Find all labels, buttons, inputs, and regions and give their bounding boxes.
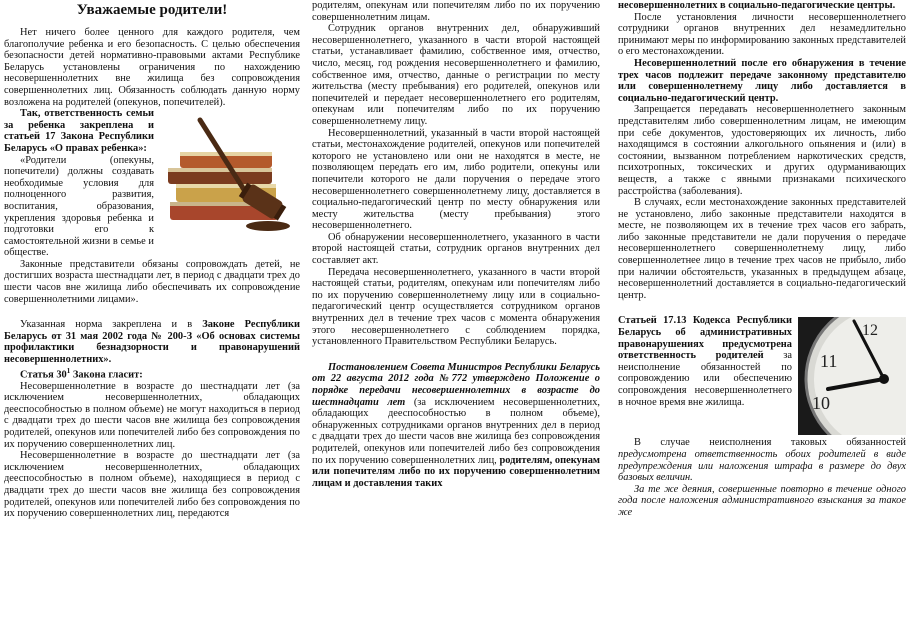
svg-text:11: 11: [820, 351, 838, 372]
column-2: [312, 0, 600, 619]
art17-quote-2: Законные представители обязаны сопровождать детей, не достигших возраста шестнадцати лет, в период с двадцати трех до шести часов вне жилища либо обеспечивать их сопровождение совершеннолетними лицами».: [4, 258, 300, 305]
col3-continuation: несовершеннолетних в социально-педагогические центры.: [618, 0, 896, 11]
col2-continuation: родителям, опекунам или попечителям либо по их поручению совершеннолетним лицам.: [312, 0, 600, 23]
article30-heading: Статья $30^1$ Закона гласит:: [20, 366, 143, 381]
clock-image: [798, 317, 906, 435]
column-1: [4, 0, 300, 619]
prohibition-paragraph: Запрещается передавать несовершеннолетнего законным представителям либо совершеннолетним лицам, не имеющим при себе документов, удостоверяющих их личность, либо находящимся в состоянии алкогольного опьянения и (или) в состоянии, вызванном потреблением наркотических средств, психотропных, токсических и других одурманивающих веществ, а также с явными признаками психического расстройства (заболевания).: [618, 104, 906, 197]
liability-paragraph: В случае неисполнения таковых обязанностей предусмотрена ответственность обоих родителей в виде предупреждения или наложения штрафа в размере до двух базовых величин.: [618, 437, 906, 484]
art17-heading: Так, ответственность семьи за ребенка закреплена и статьей 17 Закона Республики Беларусь «О правах ребенка»:: [4, 108, 154, 154]
repeat-offense-paragraph: За те же деяния, совершенные повторно в течение одного года после наложения административного взыскания за такое же: [618, 483, 906, 518]
transfer-paragraph: Передача несовершеннолетнего, указанного в части второй настоящей статьи, родителям, опекунам или попечителям либо по их поручению совершеннолетнему лицу или в социально-педагогический центр осуществляется сотрудником органов внутренних дел в течение трех часов с момента обнаружения этого несовершеннолетнего с соблюдением порядка, установленного Правительством Республики Беларусь.: [312, 266, 600, 348]
books-gavel-image: [160, 110, 300, 235]
art17-quote-1: «Родители (опекуны, попечители) должны создавать необходимые условия для полноценного развития, воспитания, образования, укрепления здоровья ребенка и подготовки его к самостоятельной жизни в семье и обществе.: [4, 154, 154, 259]
three-hours-paragraph: Несовершеннолетний после его обнаружения в течение трех часов подлежит передаче законному представителю или совершеннолетнему лицу либо доставляется в социально-педагогический центр.: [618, 57, 906, 104]
code-article-paragraph: Статьей 17.13 Кодекса Республики Беларусь об административных правонарушениях предусмотрена ответственность родителей за неисполнение обязанностей по сопровождению или обеспечению сопровождения несовершеннолетнего в ночное время вне жилища.: [618, 315, 792, 408]
resolution-paragraph: Постановлением Совета Министров Республики Беларусь от 22 августа 2012 года №772 утверждено Положение о порядке передачи несовершеннолетних в возрасте до шестнадцати лет (за исключением несовершеннолетних, обладающих дееспособностью в полном объеме), обнаруженных сотрудниками органов внутренних дел в период с двадцати трех до шести часов вне жилища без сопровождения родителей, опекунов или попечителей либо без сопровождения по их поручению совершеннолетних лиц, родителям, опекунам или попечителям либо по их поручению совершеннолетним лицам и доставления таких: [312, 361, 600, 489]
svg-text:10: 10: [812, 393, 830, 414]
column-3: [618, 0, 906, 619]
law-reference: Указанная норма закреплена и в Законе Республики Беларусь от 31 мая 2002 года № 200-З «Об основах системы профилактики безнадзорности и правонарушений несовершеннолетних».: [4, 319, 300, 366]
act-paragraph: Об обнаружении несовершеннолетнего, указанного в части второй настоящей статьи, сотрудник органов внутренних дел составляет акт.: [312, 231, 600, 267]
article30-part2: Несовершеннолетние в возрасте до шестнадцати лет (за исключением несовершеннолетних, обладающих дееспособностью в полном объеме), находящиеся в период с двадцати трех до шести часов вне жилища без сопровождения родителей, опекунов или попечителей либо без сопровождения по их поручению совершеннолетних лиц, передаются: [4, 450, 300, 520]
cases-paragraph: В случаях, если местонахождение законных представителей не установлено, либо законные представители находятся в месте, не позволяющем их в течение трех часов его забрать, либо законные представители не дали поручения о передаче несовершеннолетнего совершеннолетнему лицу, либо совершеннолетнее лицо в течение трех часов не прибыло, либо при наличии обстоятельств, указанных в предыдущем абзаце, несовершеннолетний доставляется в социально-педагогический центр.: [618, 197, 906, 301]
minor-delivery-paragraph: Несовершеннолетний, указанный в части второй настоящей статьи, местонахождение родителей, опекунов или попечителей которого не установлено или они не находятся в месте, не позволяющем передать его им, либо родители, опекуны или попечители которого не дали поручения о передаче этого несовершеннолетнего совершеннолетнему лицу, доставляется в социально-педагогический центр по месту обнаружения или месту жительства (месту пребывания) этого несовершеннолетнего.: [312, 127, 600, 232]
identification-paragraph: После установления личности несовершеннолетнего сотрудники органов внутренних дел незамедлительно принимают меры по информированию законных представителей о его местонахождении.: [618, 11, 906, 58]
article30-part1: Несовершеннолетние в возрасте до шестнадцати лет (за исключением несовершеннолетних, обладающих дееспособностью в полном объеме) не могут находиться в период с двадцати трех до шести часов вне жилища без сопровождения родителей, опекунов или попечителей либо без сопровождения по их поручению совершеннолетних лиц.: [4, 380, 300, 450]
page-title: Уважаемые родители!: [76, 2, 228, 18]
police-officer-paragraph: Сотрудник органов внутренних дел, обнаруживший несовершеннолетнего, указанного в части второй настоящей статьи, устанавливает фамилию, собственное имя, отчество, число, месяц, год рождения несовершеннолетнего и фамилию, собственное имя, отчество, данные о регистрации по месту жительства (месту пребывания) его родителей, опекунов или попечителей и передает несовершеннолетнего его родителям, опекунам или попечителям либо по их поручению совершеннолетнему лицу.: [312, 23, 600, 127]
intro-paragraph: Нет ничего более ценного для каждого родителя, чем благополучие ребенка и его безопасность. С целью обеспечения безопасности детей нормативно-правовыми актами Республике Беларусь установлены ограничения по нахождению несовершеннолетних вне жилища без сопровождения совершеннолетних лиц. Обязанность соблюдать данную норму возложена на родителей (опекунов, попечителей).: [4, 27, 300, 108]
svg-text:12: 12: [862, 322, 878, 340]
